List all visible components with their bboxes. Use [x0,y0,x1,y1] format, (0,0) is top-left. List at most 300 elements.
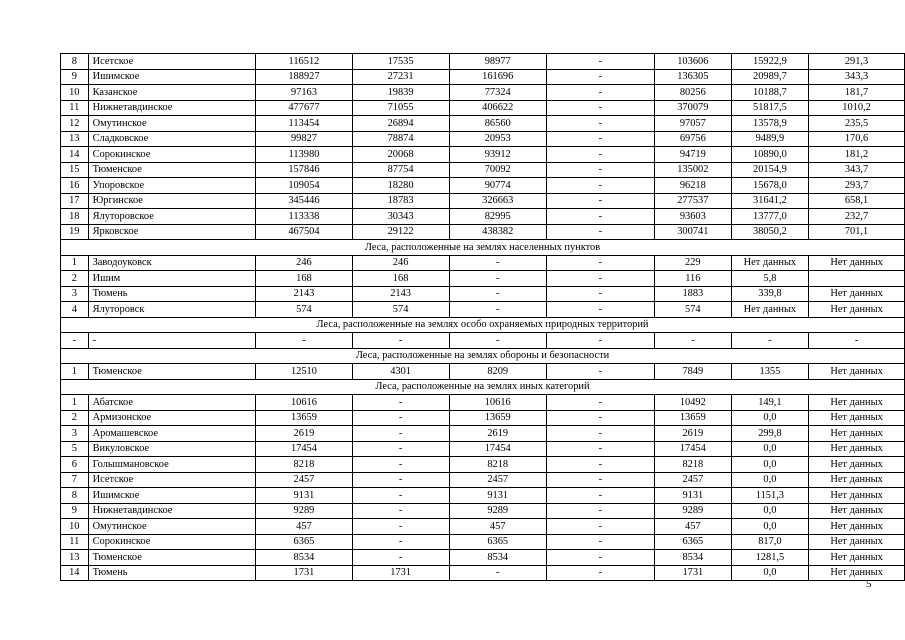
col-6-value-cell: 6365 [654,534,731,550]
table-row [61,209,905,225]
col-5-value-cell: - [546,364,654,380]
col-3-value-cell: 2143 [352,286,449,302]
table-body [61,54,905,581]
col-8-value-cell: Нет данных [809,472,905,488]
table-row [61,472,905,488]
col-7-value-cell: 0,0 [731,441,808,457]
col-8-value-cell: Нет данных [809,565,905,581]
col-8-value-cell: Нет данных [809,488,905,504]
col-7-value-cell: 1355 [731,364,808,380]
col-5-value-cell: - [546,286,654,302]
col-7-value-cell: 51817,5 [731,100,808,116]
district-name-cell: Нижнетавдинское [88,100,256,116]
total-area-cell: 8534 [256,550,352,566]
table-row [61,131,905,147]
col-4-value-cell: 17454 [449,441,546,457]
total-area-cell: 345446 [256,193,352,209]
col-5-value-cell: - [546,519,654,535]
col-8-value-cell: 181,2 [809,147,905,163]
col-5-value-cell: - [546,565,654,581]
district-name-cell: Ишим [88,271,256,287]
table-row [61,519,905,535]
total-area-cell: 113338 [256,209,352,225]
col-5-value-cell: - [546,209,654,225]
row-number-cell: 17 [61,193,89,209]
col-5-value-cell: - [546,271,654,287]
row-number-cell: 3 [61,286,89,302]
col-5-value-cell: - [546,395,654,411]
col-7-value-cell: Нет данных [731,302,808,318]
col-8-value-cell: Нет данных [809,364,905,380]
col-5-value-cell: - [546,255,654,271]
total-area-cell: 6365 [256,534,352,550]
total-area-cell: 1731 [256,565,352,581]
row-number-cell: 16 [61,178,89,194]
total-area-cell: 113454 [256,116,352,132]
col-8-value-cell: - [809,333,905,349]
col-6-value-cell: 69756 [654,131,731,147]
col-4-value-cell: 82995 [449,209,546,225]
district-name-cell: Ишимское [88,488,256,504]
col-6-value-cell: 8534 [654,550,731,566]
col-3-value-cell: - [352,333,449,349]
col-7-value-cell: 0,0 [731,472,808,488]
col-7-value-cell: 339,8 [731,286,808,302]
col-3-value-cell: 4301 [352,364,449,380]
row-number-cell: - [61,333,89,349]
col-6-value-cell: - [654,333,731,349]
col-5-value-cell: - [546,550,654,566]
row-number-cell: 10 [61,85,89,101]
row-number-cell: 14 [61,565,89,581]
col-3-value-cell: 246 [352,255,449,271]
table-row [61,69,905,85]
col-8-value-cell: Нет данных [809,426,905,442]
col-4-value-cell: 70092 [449,162,546,178]
row-number-cell: 9 [61,503,89,519]
row-number-cell: 9 [61,69,89,85]
district-name-cell: Упоровское [88,178,256,194]
total-area-cell: 10616 [256,395,352,411]
col-4-value-cell: - [449,271,546,287]
district-name-cell: Омутинское [88,519,256,535]
col-6-value-cell: 300741 [654,224,731,240]
table-row [61,100,905,116]
col-5-value-cell: - [546,224,654,240]
col-5-value-cell: - [546,488,654,504]
section-header-row [61,379,905,395]
col-3-value-cell: 1731 [352,565,449,581]
col-7-value-cell: 1281,5 [731,550,808,566]
section-header-row [61,348,905,364]
district-name-cell: Тюмень [88,565,256,581]
col-4-value-cell: 2619 [449,426,546,442]
district-name-cell: Ялуторовское [88,209,256,225]
col-4-value-cell: 20953 [449,131,546,147]
col-6-value-cell: 9289 [654,503,731,519]
district-name-cell: Тюмень [88,286,256,302]
col-4-value-cell: 77324 [449,85,546,101]
district-name-cell: Сорокинское [88,147,256,163]
row-number-cell: 19 [61,224,89,240]
total-area-cell: 109054 [256,178,352,194]
col-5-value-cell: - [546,472,654,488]
col-6-value-cell: 2457 [654,472,731,488]
row-number-cell: 14 [61,147,89,163]
col-6-value-cell: 97057 [654,116,731,132]
col-5-value-cell: - [546,426,654,442]
col-5-value-cell: - [546,503,654,519]
col-7-value-cell: Нет данных [731,255,808,271]
district-name-cell: Исетское [88,54,256,70]
total-area-cell: 2143 [256,286,352,302]
total-area-cell: 9289 [256,503,352,519]
col-6-value-cell: 135002 [654,162,731,178]
table-row [61,457,905,473]
col-3-value-cell: - [352,519,449,535]
col-6-value-cell: 1731 [654,565,731,581]
col-6-value-cell: 96218 [654,178,731,194]
col-5-value-cell: - [546,69,654,85]
district-name-cell: Викуловское [88,441,256,457]
col-3-value-cell: 18783 [352,193,449,209]
col-8-value-cell: 1010,2 [809,100,905,116]
section-title: Леса, расположенные на землях особо охраняемых природных территорий [61,317,905,333]
row-number-cell: 6 [61,457,89,473]
col-8-value-cell: Нет данных [809,302,905,318]
district-name-cell: - [88,333,256,349]
col-6-value-cell: 9131 [654,488,731,504]
col-4-value-cell: 9289 [449,503,546,519]
row-number-cell: 11 [61,534,89,550]
page-number: 5 [866,578,872,590]
table-row [61,271,905,287]
table-row [61,565,905,581]
col-4-value-cell: 13659 [449,410,546,426]
section-title: Леса, расположенные на землях обороны и безопасности [61,348,905,364]
col-4-value-cell: 98977 [449,54,546,70]
col-5-value-cell: - [546,441,654,457]
section-header-row [61,240,905,256]
total-area-cell: 113980 [256,147,352,163]
total-area-cell: - [256,333,352,349]
table-row [61,503,905,519]
row-number-cell: 10 [61,519,89,535]
col-7-value-cell: 299,8 [731,426,808,442]
total-area-cell: 457 [256,519,352,535]
col-3-value-cell: 18280 [352,178,449,194]
col-5-value-cell: - [546,457,654,473]
col-4-value-cell: - [449,286,546,302]
col-4-value-cell: 8218 [449,457,546,473]
col-7-value-cell: 10188,7 [731,85,808,101]
table-row [61,85,905,101]
col-8-value-cell: Нет данных [809,286,905,302]
col-8-value-cell: 701,1 [809,224,905,240]
col-8-value-cell: 291,3 [809,54,905,70]
col-8-value-cell: Нет данных [809,534,905,550]
table-row [61,534,905,550]
col-7-value-cell: 1151,3 [731,488,808,504]
district-name-cell: Заводоуковск [88,255,256,271]
district-name-cell: Омутинское [88,116,256,132]
col-4-value-cell: - [449,255,546,271]
col-5-value-cell: - [546,85,654,101]
total-area-cell: 17454 [256,441,352,457]
col-7-value-cell: 9489,9 [731,131,808,147]
district-name-cell: Исетское [88,472,256,488]
col-6-value-cell: 10492 [654,395,731,411]
col-7-value-cell: 13578,9 [731,116,808,132]
col-3-value-cell: - [352,534,449,550]
table-row [61,550,905,566]
col-5-value-cell: - [546,333,654,349]
row-number-cell: 13 [61,550,89,566]
col-4-value-cell: 93912 [449,147,546,163]
col-3-value-cell: - [352,426,449,442]
row-number-cell: 3 [61,426,89,442]
district-name-cell: Ярковское [88,224,256,240]
col-4-value-cell: - [449,565,546,581]
total-area-cell: 246 [256,255,352,271]
row-number-cell: 12 [61,116,89,132]
col-6-value-cell: 94719 [654,147,731,163]
col-3-value-cell: - [352,395,449,411]
district-name-cell: Нижнетавдинское [88,503,256,519]
col-8-value-cell: 235,5 [809,116,905,132]
col-7-value-cell: 20989,7 [731,69,808,85]
row-number-cell: 8 [61,54,89,70]
section-title: Леса, расположенные на землях населенных пунктов [61,240,905,256]
total-area-cell: 168 [256,271,352,287]
col-4-value-cell: 6365 [449,534,546,550]
district-name-cell: Казанское [88,85,256,101]
col-8-value-cell: 293,7 [809,178,905,194]
col-3-value-cell: 168 [352,271,449,287]
table-row [61,410,905,426]
table-row [61,286,905,302]
district-name-cell: Ялуторовск [88,302,256,318]
col-3-value-cell: 78874 [352,131,449,147]
table-row [61,488,905,504]
total-area-cell: 574 [256,302,352,318]
col-7-value-cell: 0,0 [731,503,808,519]
col-5-value-cell: - [546,302,654,318]
col-6-value-cell: 277537 [654,193,731,209]
row-number-cell: 1 [61,395,89,411]
district-name-cell: Армизонское [88,410,256,426]
row-number-cell: 1 [61,364,89,380]
col-7-value-cell: 38050,2 [731,224,808,240]
col-6-value-cell: 80256 [654,85,731,101]
col-4-value-cell: 438382 [449,224,546,240]
col-4-value-cell: 8534 [449,550,546,566]
col-7-value-cell: 10890,0 [731,147,808,163]
col-8-value-cell: 343,7 [809,162,905,178]
col-4-value-cell: - [449,333,546,349]
district-name-cell: Тюменское [88,550,256,566]
col-8-value-cell: Нет данных [809,410,905,426]
col-4-value-cell: 457 [449,519,546,535]
col-6-value-cell: 13659 [654,410,731,426]
total-area-cell: 2619 [256,426,352,442]
col-4-value-cell: 86560 [449,116,546,132]
row-number-cell: 11 [61,100,89,116]
row-number-cell: 13 [61,131,89,147]
col-8-value-cell: 170,6 [809,131,905,147]
col-4-value-cell: 326663 [449,193,546,209]
district-name-cell: Юргинское [88,193,256,209]
col-8-value-cell: Нет данных [809,457,905,473]
row-number-cell: 1 [61,255,89,271]
total-area-cell: 9131 [256,488,352,504]
col-4-value-cell: 10616 [449,395,546,411]
col-4-value-cell: 8209 [449,364,546,380]
col-4-value-cell: 161696 [449,69,546,85]
col-5-value-cell: - [546,534,654,550]
total-area-cell: 188927 [256,69,352,85]
table-row [61,162,905,178]
col-8-value-cell: Нет данных [809,503,905,519]
total-area-cell: 8218 [256,457,352,473]
district-name-cell: Ишимское [88,69,256,85]
col-8-value-cell: Нет данных [809,441,905,457]
col-6-value-cell: 457 [654,519,731,535]
table-row [61,147,905,163]
total-area-cell: 157846 [256,162,352,178]
table-row [61,54,905,70]
col-7-value-cell: 15678,0 [731,178,808,194]
col-8-value-cell: Нет данных [809,519,905,535]
col-3-value-cell: - [352,410,449,426]
table-row [61,426,905,442]
col-3-value-cell: 30343 [352,209,449,225]
total-area-cell: 99827 [256,131,352,147]
col-6-value-cell: 93603 [654,209,731,225]
table-row [61,364,905,380]
table-row [61,193,905,209]
col-3-value-cell: 574 [352,302,449,318]
table-row [61,255,905,271]
col-6-value-cell: 17454 [654,441,731,457]
col-5-value-cell: - [546,193,654,209]
col-5-value-cell: - [546,147,654,163]
table-row [61,441,905,457]
col-4-value-cell: 9131 [449,488,546,504]
col-7-value-cell: 0,0 [731,565,808,581]
col-5-value-cell: - [546,178,654,194]
table-row [61,224,905,240]
col-3-value-cell: 17535 [352,54,449,70]
row-number-cell: 7 [61,472,89,488]
col-6-value-cell: 574 [654,302,731,318]
col-3-value-cell: - [352,472,449,488]
table-row [61,116,905,132]
col-8-value-cell: 343,3 [809,69,905,85]
total-area-cell: 2457 [256,472,352,488]
col-7-value-cell: 15922,9 [731,54,808,70]
row-number-cell: 2 [61,271,89,287]
col-7-value-cell: 0,0 [731,519,808,535]
col-4-value-cell: 90774 [449,178,546,194]
col-4-value-cell: - [449,302,546,318]
col-6-value-cell: 136305 [654,69,731,85]
col-3-value-cell: 20068 [352,147,449,163]
col-7-value-cell: 13777,0 [731,209,808,225]
col-6-value-cell: 370079 [654,100,731,116]
col-8-value-cell: Нет данных [809,550,905,566]
col-7-value-cell: 31641,2 [731,193,808,209]
col-8-value-cell [809,271,905,287]
col-7-value-cell: 149,1 [731,395,808,411]
col-6-value-cell: 8218 [654,457,731,473]
table-row [61,178,905,194]
row-number-cell: 18 [61,209,89,225]
col-5-value-cell: - [546,410,654,426]
col-5-value-cell: - [546,131,654,147]
col-3-value-cell: 19839 [352,85,449,101]
total-area-cell: 477677 [256,100,352,116]
col-6-value-cell: 116 [654,271,731,287]
col-4-value-cell: 406622 [449,100,546,116]
col-8-value-cell: 181,7 [809,85,905,101]
district-name-cell: Тюменское [88,364,256,380]
col-3-value-cell: 29122 [352,224,449,240]
total-area-cell: 116512 [256,54,352,70]
col-3-value-cell: - [352,441,449,457]
col-3-value-cell: - [352,457,449,473]
col-4-value-cell: 2457 [449,472,546,488]
total-area-cell: 97163 [256,85,352,101]
total-area-cell: 13659 [256,410,352,426]
col-6-value-cell: 1883 [654,286,731,302]
col-6-value-cell: 2619 [654,426,731,442]
total-area-cell: 467504 [256,224,352,240]
row-number-cell: 8 [61,488,89,504]
col-3-value-cell: - [352,503,449,519]
total-area-cell: 12510 [256,364,352,380]
col-8-value-cell: 232,7 [809,209,905,225]
col-7-value-cell: 0,0 [731,410,808,426]
col-8-value-cell: Нет данных [809,395,905,411]
col-3-value-cell: - [352,550,449,566]
col-7-value-cell: 817,0 [731,534,808,550]
row-number-cell: 2 [61,410,89,426]
col-5-value-cell: - [546,116,654,132]
col-3-value-cell: 87754 [352,162,449,178]
table-row [61,395,905,411]
col-5-value-cell: - [546,100,654,116]
col-7-value-cell: 5,8 [731,271,808,287]
district-name-cell: Аромашевское [88,426,256,442]
table-row [61,302,905,318]
col-3-value-cell: 71055 [352,100,449,116]
row-number-cell: 4 [61,302,89,318]
col-8-value-cell: 658,1 [809,193,905,209]
col-7-value-cell: 20154,9 [731,162,808,178]
district-name-cell: Сладковское [88,131,256,147]
col-3-value-cell: 27231 [352,69,449,85]
col-8-value-cell: Нет данных [809,255,905,271]
section-title: Леса, расположенные на землях иных категорий [61,379,905,395]
table-row [61,333,905,349]
forest-lands-table [60,53,905,581]
district-name-cell: Абатское [88,395,256,411]
section-header-row [61,317,905,333]
district-name-cell: Голышмановское [88,457,256,473]
col-6-value-cell: 7849 [654,364,731,380]
col-6-value-cell: 103606 [654,54,731,70]
